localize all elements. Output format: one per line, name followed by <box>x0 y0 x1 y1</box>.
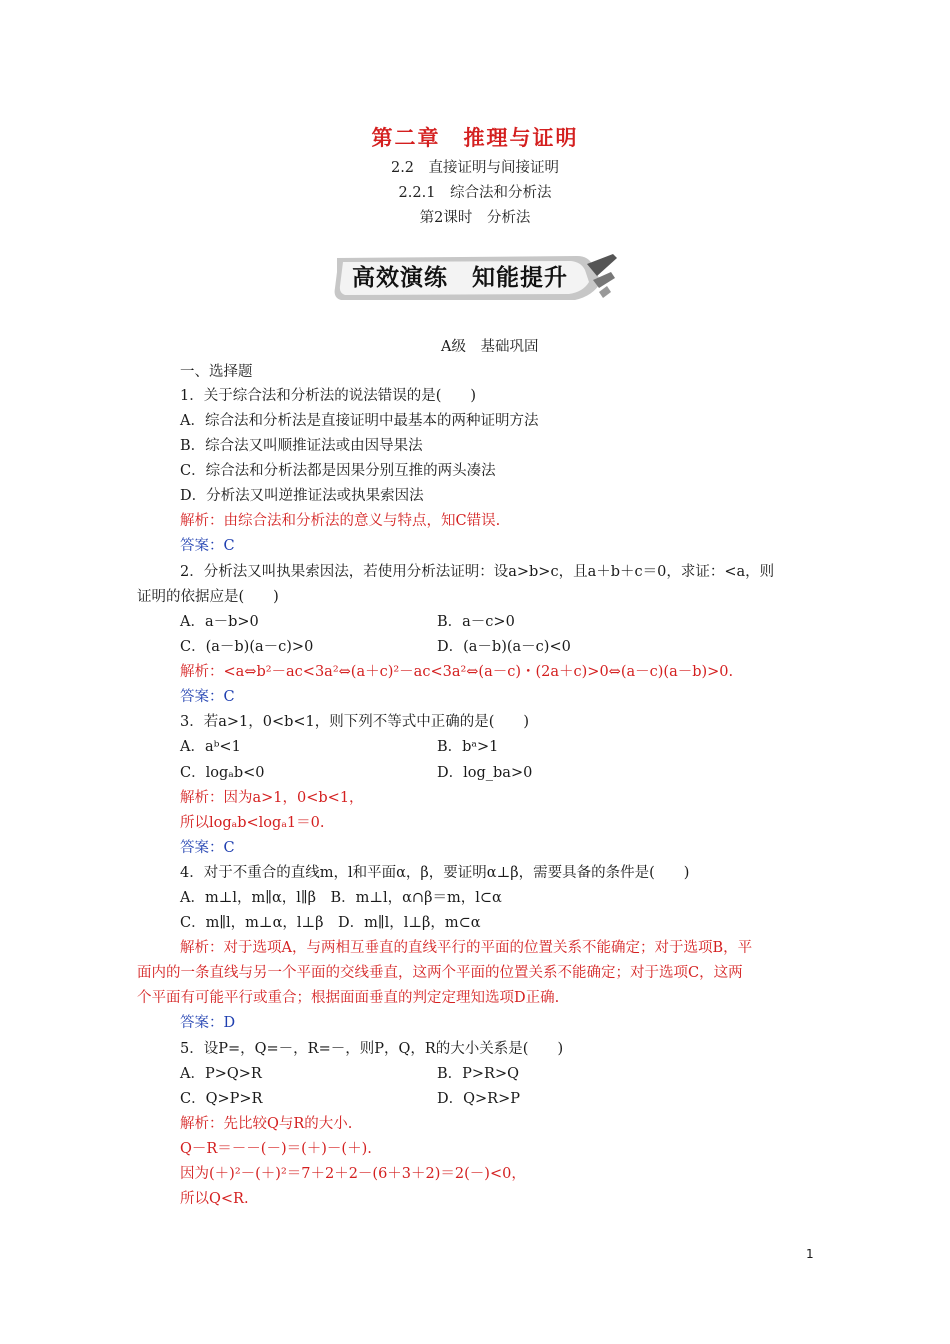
q3-analysis-line2: 所以logₐb<logₐ1＝0. <box>180 815 325 831</box>
q5-analysis-line3: 因为(＋)²－(＋)²＝7＋2＋2－(6＋3＋2)＝2(－)<0， <box>180 1166 526 1182</box>
lesson-title: 第2课时 分析法 <box>419 210 531 226</box>
q2-answer: 答案：C <box>180 689 235 705</box>
q2-option-d: D．(a－b)(a－c)<0 <box>437 639 571 655</box>
q3-option-a: A．aᵇ<1 <box>180 739 241 755</box>
subsection-title: 2.2.1 综合法和分析法 <box>398 185 552 201</box>
q3-option-d: D．log_ba>0 <box>437 765 533 781</box>
level-heading: A级 基础巩固 <box>441 339 539 355</box>
q5-analysis-line4: 所以Q<R. <box>180 1191 249 1207</box>
q3-answer: 答案：C <box>180 840 235 856</box>
q1-option-d: D．分析法又叫逆推证法或执果索因法 <box>180 488 424 504</box>
q5-analysis-line2: Q－R＝－－(－)＝(＋)－(＋). <box>180 1141 372 1157</box>
q4-analysis-line1: 解析：对于选项A，与两相互垂直的直线平行的平面的位置关系不能确定；对于选项B，平 <box>180 940 753 956</box>
q3-option-b: B．bᵃ>1 <box>437 739 499 755</box>
page-number: 1 <box>806 1247 814 1261</box>
q2-stem-line2: 证明的依据应是( ) <box>137 589 279 605</box>
chapter-title: 第二章 推理与证明 <box>371 125 579 150</box>
q4-analysis-line3: 个平面有可能平行或重合；根据面面垂直的判定定理知选项D正确. <box>137 990 560 1006</box>
q4-analysis-line2: 面内的一条直线与另一个平面的交线垂直，这两个平面的位置关系不能确定；对于选项C，这两 <box>137 965 743 981</box>
q2-analysis: 解析：<a⇔b²－ac<3a²⇔(a＋c)²－ac<3a²⇔(a－c)・(2a＋c)>0⇔(a－c)(a－b)>0. <box>180 664 734 680</box>
q5-option-a: A．P>Q>R <box>180 1066 262 1082</box>
q4-options-cd: C．m∥l，m⊥α，l⊥β D．m∥l，l⊥β，m⊂α <box>180 915 481 931</box>
part-heading: 一、选择题 <box>180 364 253 380</box>
q5-analysis-line1: 解析：先比较Q与R的大小. <box>180 1116 353 1132</box>
q5-option-d: D．Q>R>P <box>437 1091 520 1107</box>
q1-answer: 答案：C <box>180 538 235 554</box>
q1-analysis: 解析：由综合法和分析法的意义与特点，知C错误. <box>180 513 501 529</box>
q3-option-c: C．logₐb<0 <box>180 765 265 781</box>
q2-option-b: B．a－c>0 <box>437 614 515 630</box>
q1-option-b: B．综合法又叫顺推证法或由因导果法 <box>180 438 423 454</box>
q1-option-a: A．综合法和分析法是直接证明中最基本的两种证明方法 <box>180 413 539 429</box>
q5-option-c: C．Q>P>R <box>180 1091 263 1107</box>
section-title: 2.2 直接证明与间接证明 <box>390 160 560 176</box>
q4-stem: 4．对于不重合的直线m，l和平面α，β，要证明α⊥β，需要具备的条件是( ) <box>180 865 690 881</box>
banner-text: 高效演练 知能提升 <box>352 265 568 291</box>
q1-option-c: C．综合法和分析法都是因果分别互推的两头凑法 <box>180 463 496 479</box>
q3-analysis-line1: 解析：因为a>1，0<b<1， <box>180 790 364 806</box>
q1-stem: 1．关于综合法和分析法的说法错误的是( ) <box>180 388 477 404</box>
q5-option-b: B．P>R>Q <box>437 1066 520 1082</box>
q5-stem: 5．设P=，Q=－，R=－，则P，Q，R的大小关系是( ) <box>180 1041 564 1057</box>
q4-options-ab: A．m⊥l，m∥α，l∥β B．m⊥l，α∩β＝m，l⊂α <box>180 890 502 906</box>
q2-option-c: C．(a－b)(a－c)>0 <box>180 639 314 655</box>
banner <box>331 252 619 304</box>
q2-stem-line1: 2．分析法又叫执果索因法，若使用分析法证明：设a>b>c，且a＋b＋c＝0，求证：<a，则 <box>180 564 775 580</box>
q2-option-a: A．a－b>0 <box>180 614 259 630</box>
q3-stem: 3．若a>1，0<b<1，则下列不等式中正确的是( ) <box>180 714 530 730</box>
q4-answer: 答案：D <box>180 1015 236 1031</box>
